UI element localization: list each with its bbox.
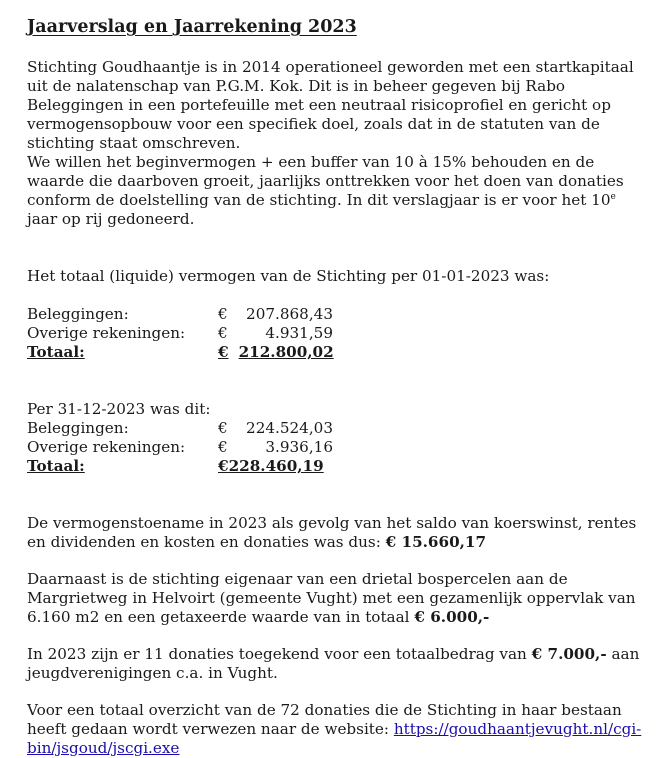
intro-paragraph	[27, 58, 647, 229]
row-amount: 207.868,43	[246, 305, 333, 323]
currency: €	[218, 419, 228, 437]
growth-amount: € 15.660,17	[385, 533, 487, 551]
total-label: Totaal:	[27, 343, 85, 361]
total-amount: 212.800,02	[238, 343, 334, 361]
land-amount: € 6.000,-	[414, 608, 490, 626]
donations-text-a: In 2023 zijn er 11 donaties toegekend voor een totaalbedrag van	[27, 645, 532, 663]
page-title: Jaarverslag en Jaarrekening 2023	[27, 17, 357, 37]
total-row	[27, 343, 647, 362]
currency: €	[218, 305, 228, 323]
intro-text-1: Stichting Goudhaantje is in 2014 operationeel geworden met een startkapitaal uit de nalatenschap van P.G.M. Kok. Dit is in beheer gegeven bij Rabo Beleggingen in een portefeuille met een neutraal risicoprofiel en gericht op vermogensopbouw voor een specifiek doel, zoals dat in de statuten van de stichting staat omschreven.	[27, 58, 634, 152]
document	[27, 14, 647, 758]
currency: €	[218, 324, 228, 342]
table-row	[27, 419, 647, 438]
intro-text-2a: We willen het beginvermogen + een buffer van 10 à 15% behouden en de waarde die daarboven groeit, jaarlijks onttrekken voor het doen van donaties conform de doelstelling van de stichting. In dit verslagjaar is er voor het 10	[27, 153, 624, 209]
donations-text-b: aan jeugdverenigingen c.a. in Vught.	[27, 645, 640, 682]
currency: €	[218, 343, 229, 361]
donations-paragraph	[27, 645, 647, 683]
end-table	[27, 419, 647, 476]
currency: €	[218, 438, 228, 456]
intro-text-2b: jaar op rij gedoneerd.	[27, 210, 195, 228]
donations-amount: € 7.000,-	[531, 645, 607, 663]
row-amount: 224.524,03	[246, 419, 333, 437]
row-amount: 4.931,59	[265, 324, 333, 342]
table-row	[27, 438, 647, 457]
overview-text: Voor een totaal overzicht van de 72 donaties die de Stichting in haar bestaan heeft gedaan wordt verwezen naar de website:	[27, 701, 622, 738]
row-label: Overige rekeningen:	[27, 438, 186, 456]
row-label: Beleggingen:	[27, 305, 129, 323]
row-label: Overige rekeningen:	[27, 324, 186, 342]
growth-text: De vermogenstoename in 2023 als gevolg van het saldo van koerswinst, rentes en dividenden en kosten en donaties was dus:	[27, 514, 637, 551]
start-table	[27, 305, 647, 362]
superscript-e: e	[610, 191, 616, 202]
land-text: Daarnaast is de stichting eigenaar van een drietal bospercelen aan de Margrietweg in Helvoirt (gemeente Vught) met een gezamenlijk oppervlak van 6.160 m2 en een getaxeerde waarde van in totaal	[27, 570, 636, 626]
total-row	[27, 457, 647, 476]
currency: €	[218, 457, 229, 475]
table-row	[27, 305, 647, 324]
total-label: Totaal:	[27, 457, 85, 475]
website-link[interactable]: https://goudhaantjevught.nl/cgi-bin/jsgoud/jscgi.exe	[27, 720, 642, 757]
growth-paragraph	[27, 514, 647, 552]
land-paragraph	[27, 570, 647, 627]
row-label: Beleggingen:	[27, 419, 129, 437]
end-heading: Per 31-12-2023 was dit:	[27, 400, 211, 418]
row-amount: 3.936,16	[265, 438, 333, 456]
total-amount: 228.460,19	[228, 457, 324, 475]
start-heading: Het totaal (liquide) vermogen van de Stichting per 01-01-2023 was:	[27, 267, 550, 285]
table-row	[27, 324, 647, 343]
overview-paragraph	[27, 701, 647, 758]
